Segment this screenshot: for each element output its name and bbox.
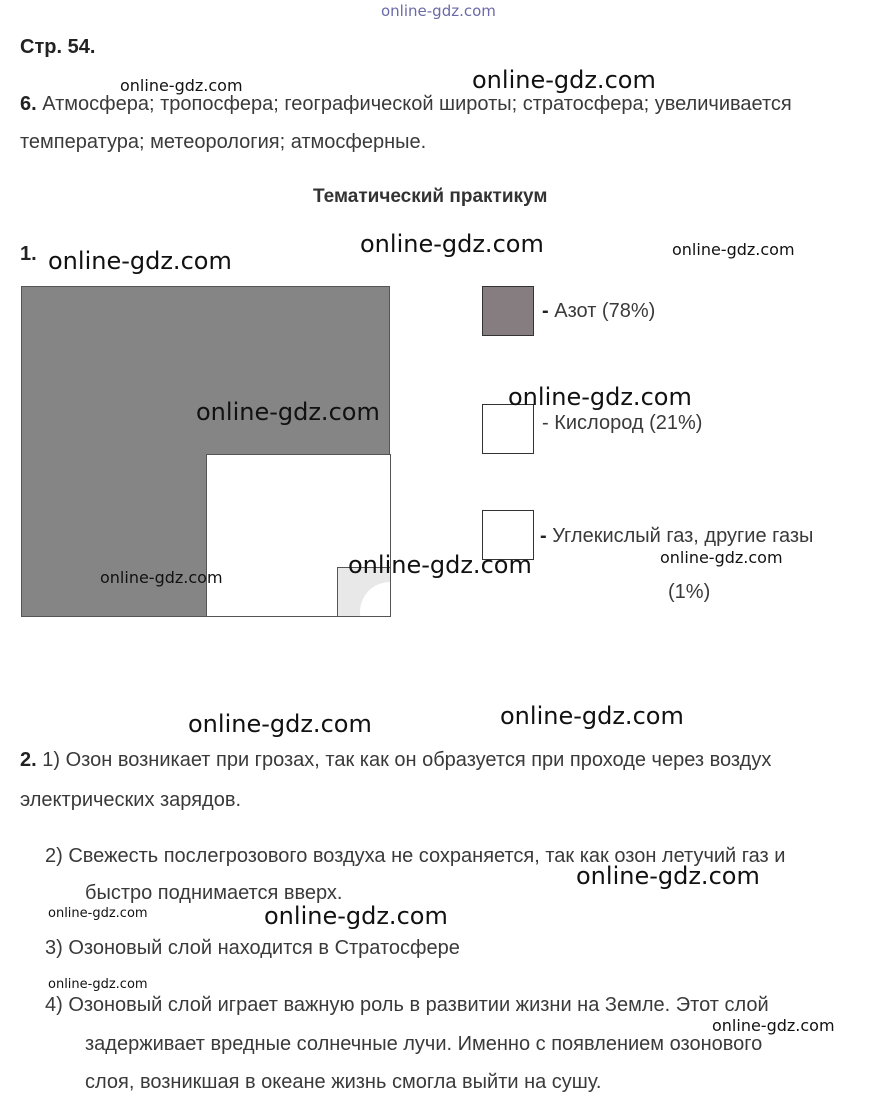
- watermark: online-gdz.com: [712, 1016, 835, 1035]
- task2-item1-line1: [20, 749, 771, 772]
- task2-item4-line3: слоя, возникшая в океане жизнь смогла выйти на сушу.: [85, 1071, 602, 1093]
- watermark: online-gdz.com: [660, 548, 783, 567]
- legend-swatch-oxygen: [482, 404, 534, 454]
- watermark: online-gdz.com: [381, 2, 496, 20]
- watermark: online-gdz.com: [360, 230, 544, 258]
- watermark: online-gdz.com: [120, 76, 243, 95]
- legend-label-oxygen: Кислород (21%): [554, 412, 703, 434]
- watermark: online-gdz.com: [188, 710, 372, 738]
- watermark: online-gdz.com: [508, 383, 692, 411]
- task2-number: 2.: [20, 749, 37, 771]
- watermark: online-gdz.com: [48, 906, 148, 921]
- watermark: online-gdz.com: [48, 247, 232, 275]
- task6-text-line1: Атмосфера; тропосфера; географической широты; стратосфера; увеличивается: [42, 93, 792, 115]
- task2-item1-line2: электрических зарядов.: [20, 789, 242, 811]
- task2-item2-line1: 2) Свежесть послегрозового воздуха не сохраняется, так как озон летучий газ и: [45, 845, 786, 867]
- legend-dash: -: [542, 412, 549, 434]
- legend-item-other: [540, 525, 813, 548]
- task2-item2-line2: быстро поднимается вверх.: [85, 882, 343, 904]
- watermark: online-gdz.com: [48, 977, 148, 992]
- task2-item4-line1: 4) Озоновый слой играет важную роль в развитии жизни на Земле. Этот слой: [45, 994, 769, 1016]
- other-gases-shading: [360, 582, 391, 617]
- legend-item-oxygen: [542, 412, 702, 435]
- task2-item1-text: 1) Озон возникает при грозах, так как он образуется при проходе через воздух: [42, 749, 772, 771]
- watermark: online-gdz.com: [500, 702, 684, 730]
- watermark: online-gdz.com: [264, 902, 448, 930]
- task6-number: 6.: [20, 93, 37, 115]
- legend-item-nitrogen: [542, 300, 655, 323]
- watermark: online-gdz.com: [100, 568, 223, 587]
- watermark: online-gdz.com: [576, 862, 760, 890]
- watermark: online-gdz.com: [472, 66, 656, 94]
- page-reference: Стр. 54.: [20, 36, 96, 58]
- task6-text-line2: температура; метеорология; атмосферные.: [20, 131, 427, 153]
- watermark: online-gdz.com: [672, 240, 795, 259]
- watermark: online-gdz.com: [196, 398, 380, 426]
- legend-label-nitrogen: Азот (78%): [554, 300, 656, 322]
- task1-number: 1.: [20, 243, 37, 265]
- legend-swatch-nitrogen: [482, 286, 534, 336]
- legend-label-other: Углекислый газ, другие газы: [552, 525, 814, 547]
- legend-label-other-percent: (1%): [668, 581, 711, 603]
- task2-item3: 3) Озоновый слой находится в Стратосфере: [45, 937, 460, 959]
- task2-item4-line2: задерживает вредные солнечные лучи. Именно с появлением озонового: [85, 1033, 763, 1055]
- task6-line1: [20, 93, 792, 116]
- legend-dash: -: [540, 525, 547, 547]
- watermark: online-gdz.com: [348, 551, 532, 579]
- section-title: Тематический практикум: [313, 186, 548, 207]
- legend-dash: -: [542, 300, 549, 322]
